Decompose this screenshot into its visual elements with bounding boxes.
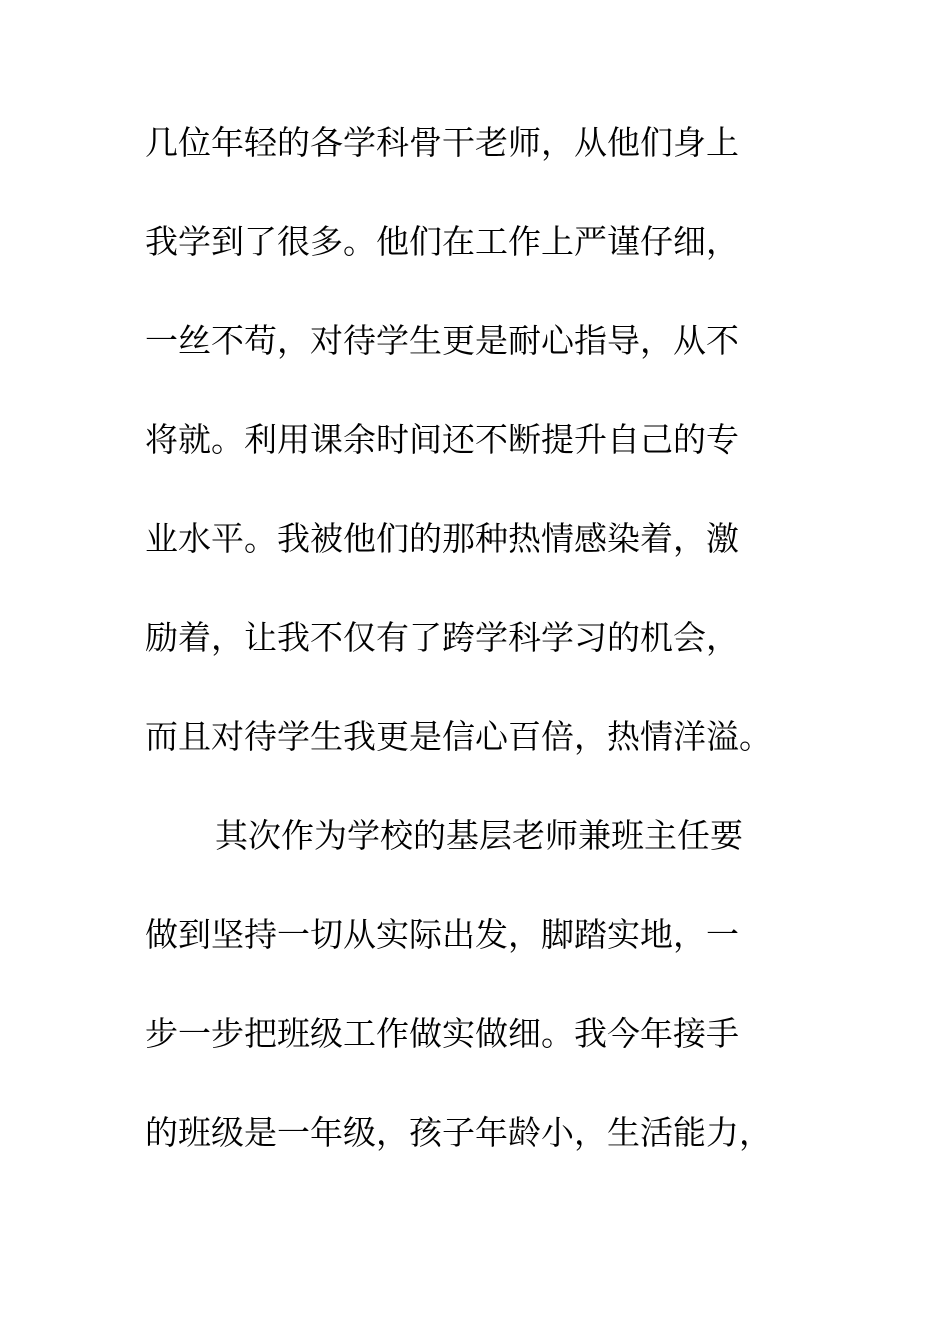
paragraph-start-line: 其次作为学校的基层老师兼班主任要 [215, 816, 743, 855]
body-text [145, 123, 825, 1215]
text-line: 步一步把班级工作做实做细。我今年接手 [145, 1014, 739, 1053]
text-line: 一丝不苟，对待学生更是耐心指导，从不 [145, 321, 739, 360]
text-line: 做到坚持一切从实际出发，脚踏实地，一 [145, 915, 739, 954]
text-line: 业水平。我被他们的那种热情感染着，激 [145, 519, 739, 558]
text-line: 几位年轻的各学科骨干老师，从他们身上 [145, 123, 739, 162]
text-line: 我学到了很多。他们在工作上严谨仔细， [145, 222, 739, 261]
text-line: 的班级是一年级，孩子年龄小，生活能力， [145, 1113, 772, 1152]
text-line: 而且对待学生我更是信心百倍，热情洋溢。 [145, 717, 772, 756]
text-line: 将就。利用课余时间还不断提升自己的专 [145, 420, 739, 459]
text-line: 励着，让我不仅有了跨学科学习的机会， [145, 618, 739, 657]
